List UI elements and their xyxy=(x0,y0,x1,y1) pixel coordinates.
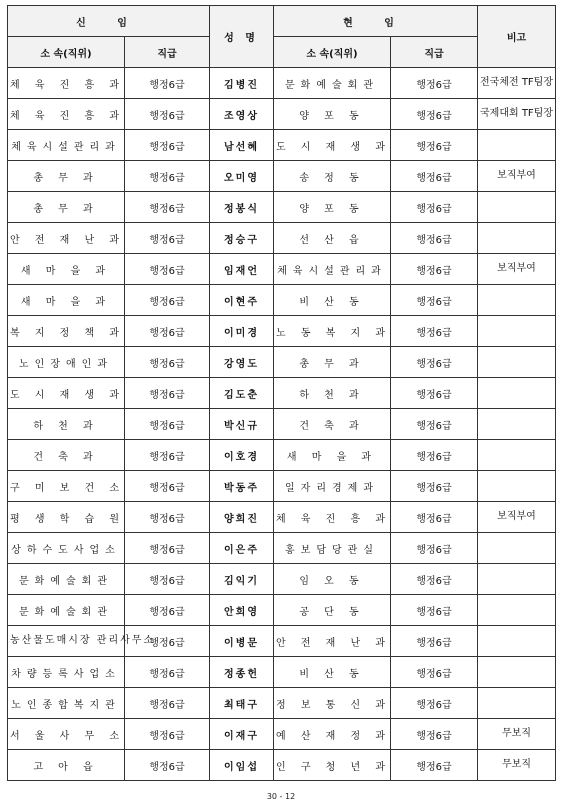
new-grade-cell: 행정6급 xyxy=(125,719,210,750)
current-grade-cell: 행정6급 xyxy=(391,68,478,99)
current-dept-cell: 문화예술회관 xyxy=(274,68,391,99)
new-grade-cell: 행정6급 xyxy=(125,471,210,502)
table-row xyxy=(8,688,556,719)
new-position-header: 신 임 xyxy=(8,6,210,37)
table-row xyxy=(8,595,556,626)
name-cell: 양희진 xyxy=(210,502,274,533)
new-dept-cell: 구 미 보 건 소 xyxy=(8,471,125,502)
new-dept-cell: 문화예술회관 xyxy=(8,564,125,595)
new-grade-cell: 행정6급 xyxy=(125,595,210,626)
current-grade-cell: 행정6급 xyxy=(391,564,478,595)
current-dept-header: 소 속(직위) xyxy=(274,37,391,68)
new-dept-cell: 총 무 과 xyxy=(8,192,125,223)
table-row xyxy=(8,502,556,533)
table-row xyxy=(8,533,556,564)
table-row xyxy=(8,285,556,316)
current-grade-cell: 행정6급 xyxy=(391,409,478,440)
remark-cell xyxy=(478,688,556,719)
table-row xyxy=(8,626,556,657)
table-row xyxy=(8,254,556,285)
remark-cell xyxy=(478,657,556,688)
new-dept-cell: 상하수도사업소 xyxy=(8,533,125,564)
current-grade-cell: 행정6급 xyxy=(391,285,478,316)
personnel-table xyxy=(7,5,556,781)
new-grade-cell: 행정6급 xyxy=(125,285,210,316)
current-dept-cell: 일자리경제과 xyxy=(274,471,391,502)
current-dept-cell: 하 천 과 xyxy=(274,378,391,409)
table-row xyxy=(8,719,556,750)
new-grade-cell: 행정6급 xyxy=(125,502,210,533)
current-dept-cell: 인 구 청 년 과 xyxy=(274,750,391,781)
current-grade-cell: 행정6급 xyxy=(391,99,478,130)
current-grade-cell: 행정6급 xyxy=(391,750,478,781)
new-dept-cell: 노인종합복지관 xyxy=(8,688,125,719)
new-grade-cell: 행정6급 xyxy=(125,533,210,564)
name-cell: 정승구 xyxy=(210,223,274,254)
new-dept-cell: 체 육 진 흥 과 xyxy=(8,99,125,130)
current-grade-cell: 행정6급 xyxy=(391,440,478,471)
new-dept-cell: 노인장애인과 xyxy=(8,347,125,378)
remark-cell: 보직부여 xyxy=(478,502,556,533)
current-grade-cell: 행정6급 xyxy=(391,223,478,254)
new-dept-cell: 농산물도매시장 관리사무소 xyxy=(8,626,125,657)
current-dept-cell: 양 포 동 xyxy=(274,192,391,223)
current-dept-cell: 임 오 동 xyxy=(274,564,391,595)
name-cell: 정종헌 xyxy=(210,657,274,688)
table-row xyxy=(8,316,556,347)
new-grade-cell: 행정6급 xyxy=(125,564,210,595)
table-row xyxy=(8,99,556,130)
name-cell: 이호경 xyxy=(210,440,274,471)
name-cell: 강영도 xyxy=(210,347,274,378)
new-dept-cell: 평 생 학 습 원 xyxy=(8,502,125,533)
table-row xyxy=(8,130,556,161)
current-grade-cell: 행정6급 xyxy=(391,657,478,688)
new-dept-cell: 새 마 을 과 xyxy=(8,254,125,285)
remark-cell: 무보직 xyxy=(478,750,556,781)
new-grade-cell: 행정6급 xyxy=(125,223,210,254)
new-dept-cell: 총 무 과 xyxy=(8,161,125,192)
remark-cell xyxy=(478,316,556,347)
name-cell: 김익기 xyxy=(210,564,274,595)
current-dept-cell: 안 전 재 난 과 xyxy=(274,626,391,657)
current-dept-cell: 도 시 재 생 과 xyxy=(274,130,391,161)
name-cell: 이병문 xyxy=(210,626,274,657)
current-dept-cell: 선 산 읍 xyxy=(274,223,391,254)
name-cell: 이은주 xyxy=(210,533,274,564)
current-grade-cell: 행정6급 xyxy=(391,626,478,657)
current-grade-cell: 행정6급 xyxy=(391,719,478,750)
new-dept-cell: 새 마 을 과 xyxy=(8,285,125,316)
new-grade-cell: 행정6급 xyxy=(125,161,210,192)
new-grade-cell: 행정6급 xyxy=(125,409,210,440)
name-header: 성 명 xyxy=(210,6,274,68)
remark-cell xyxy=(478,564,556,595)
current-dept-cell: 예 산 재 정 과 xyxy=(274,719,391,750)
new-dept-cell: 도 시 재 생 과 xyxy=(8,378,125,409)
current-dept-cell: 건 축 과 xyxy=(274,409,391,440)
new-grade-cell: 행정6급 xyxy=(125,68,210,99)
name-cell: 박동주 xyxy=(210,471,274,502)
new-dept-header: 소 속(직위) xyxy=(8,37,125,68)
current-grade-cell: 행정6급 xyxy=(391,595,478,626)
remark-cell: 무보직 xyxy=(478,719,556,750)
new-dept-cell: 체육시설관리과 xyxy=(8,130,125,161)
new-dept-cell: 체 육 진 흥 과 xyxy=(8,68,125,99)
table-row xyxy=(8,161,556,192)
new-grade-cell: 행정6급 xyxy=(125,378,210,409)
name-cell: 최태구 xyxy=(210,688,274,719)
remark-cell xyxy=(478,347,556,378)
current-dept-cell: 양 포 동 xyxy=(274,99,391,130)
current-grade-header: 직급 xyxy=(391,37,478,68)
new-grade-cell: 행정6급 xyxy=(125,254,210,285)
current-dept-cell: 체육시설관리과 xyxy=(274,254,391,285)
page-number: 30 - 12 xyxy=(266,792,296,801)
table-row xyxy=(8,378,556,409)
table-body xyxy=(8,68,556,781)
current-grade-cell: 행정6급 xyxy=(391,378,478,409)
name-cell: 오미영 xyxy=(210,161,274,192)
remark-cell xyxy=(478,471,556,502)
remark-cell xyxy=(478,595,556,626)
table-row xyxy=(8,223,556,254)
current-dept-cell: 새 마 을 과 xyxy=(274,440,391,471)
header-row-sub xyxy=(8,37,556,68)
remark-cell: 전국체전 TF팀장 xyxy=(478,68,556,99)
name-cell: 안희영 xyxy=(210,595,274,626)
new-dept-cell: 하 천 과 xyxy=(8,409,125,440)
current-grade-cell: 행정6급 xyxy=(391,161,478,192)
current-grade-cell: 행정6급 xyxy=(391,471,478,502)
name-cell: 김병진 xyxy=(210,68,274,99)
new-grade-cell: 행정6급 xyxy=(125,316,210,347)
new-grade-cell: 행정6급 xyxy=(125,657,210,688)
table-row xyxy=(8,750,556,781)
remark-cell: 보직부여 xyxy=(478,161,556,192)
remark-cell xyxy=(478,130,556,161)
current-dept-cell: 총 무 과 xyxy=(274,347,391,378)
current-dept-cell: 비 산 동 xyxy=(274,657,391,688)
table-row xyxy=(8,564,556,595)
new-dept-cell: 고 아 읍 xyxy=(8,750,125,781)
new-grade-cell: 행정6급 xyxy=(125,192,210,223)
new-grade-cell: 행정6급 xyxy=(125,750,210,781)
table-row xyxy=(8,409,556,440)
new-grade-header: 직급 xyxy=(125,37,210,68)
new-dept-cell: 안 전 재 난 과 xyxy=(8,223,125,254)
current-grade-cell: 행정6급 xyxy=(391,130,478,161)
name-cell: 조영상 xyxy=(210,99,274,130)
name-cell: 김도춘 xyxy=(210,378,274,409)
new-grade-cell: 행정6급 xyxy=(125,99,210,130)
current-dept-cell: 노 동 복 지 과 xyxy=(274,316,391,347)
new-dept-cell: 문화예술회관 xyxy=(8,595,125,626)
table-row xyxy=(8,347,556,378)
current-grade-cell: 행정6급 xyxy=(391,192,478,223)
remark-cell xyxy=(478,409,556,440)
remark-cell: 국제대회 TF팀장 xyxy=(478,99,556,130)
current-grade-cell: 행정6급 xyxy=(391,347,478,378)
remark-cell xyxy=(478,440,556,471)
remark-cell xyxy=(478,192,556,223)
name-cell: 박신규 xyxy=(210,409,274,440)
table-row xyxy=(8,440,556,471)
table-row xyxy=(8,471,556,502)
remark-cell xyxy=(478,285,556,316)
header-row-top xyxy=(8,6,556,37)
remark-cell xyxy=(478,223,556,254)
new-grade-cell: 행정6급 xyxy=(125,626,210,657)
new-grade-cell: 행정6급 xyxy=(125,440,210,471)
table-row xyxy=(8,192,556,223)
name-cell: 정봉식 xyxy=(210,192,274,223)
current-grade-cell: 행정6급 xyxy=(391,316,478,347)
current-dept-cell: 송 정 동 xyxy=(274,161,391,192)
remark-cell xyxy=(478,626,556,657)
current-grade-cell: 행정6급 xyxy=(391,688,478,719)
current-grade-cell: 행정6급 xyxy=(391,533,478,564)
current-position-header: 현 임 xyxy=(274,6,478,37)
table-row xyxy=(8,657,556,688)
table-row xyxy=(8,68,556,99)
new-dept-cell: 서 울 사 무 소 xyxy=(8,719,125,750)
new-dept-cell: 차량등록사업소 xyxy=(8,657,125,688)
remark-cell xyxy=(478,533,556,564)
current-dept-cell: 비 산 동 xyxy=(274,285,391,316)
remark-cell: 보직부여 xyxy=(478,254,556,285)
name-cell: 이현주 xyxy=(210,285,274,316)
new-grade-cell: 행정6급 xyxy=(125,130,210,161)
new-grade-cell: 행정6급 xyxy=(125,688,210,719)
remarks-header: 비고 xyxy=(478,6,556,68)
name-cell: 이재구 xyxy=(210,719,274,750)
current-dept-cell: 정 보 통 신 과 xyxy=(274,688,391,719)
name-cell: 이임섭 xyxy=(210,750,274,781)
name-cell: 이미경 xyxy=(210,316,274,347)
name-cell: 임재언 xyxy=(210,254,274,285)
current-grade-cell: 행정6급 xyxy=(391,254,478,285)
current-dept-cell: 체 육 진 흥 과 xyxy=(274,502,391,533)
new-dept-cell: 복 지 정 책 과 xyxy=(8,316,125,347)
new-dept-cell: 건 축 과 xyxy=(8,440,125,471)
current-dept-cell: 홍보담당관실 xyxy=(274,533,391,564)
name-cell: 남선혜 xyxy=(210,130,274,161)
remark-cell xyxy=(478,378,556,409)
new-grade-cell: 행정6급 xyxy=(125,347,210,378)
current-grade-cell: 행정6급 xyxy=(391,502,478,533)
current-dept-cell: 공 단 동 xyxy=(274,595,391,626)
